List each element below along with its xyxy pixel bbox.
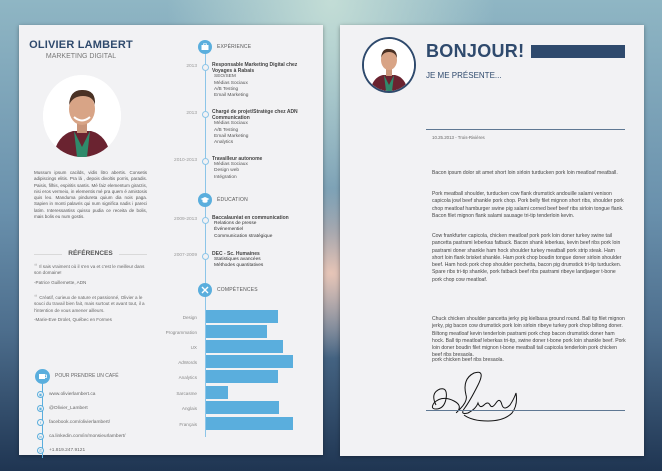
contact-timeline	[42, 375, 43, 458]
reference-1: ❝ Il sais vraiment où il s'en va et c'est le meilleur dans son domaine! -Patrice Guillemette, ADN	[34, 264, 147, 286]
timeline-year: 2007-2009	[174, 253, 197, 258]
timeline-dot	[202, 111, 209, 118]
timeline-dot	[202, 158, 209, 165]
signature-line	[426, 410, 625, 411]
divider	[426, 129, 625, 130]
letter-subtitle: JE ME PRÉSENTE...	[426, 71, 502, 80]
skill-bar-francais	[206, 417, 293, 430]
signature	[428, 365, 538, 430]
contact-website[interactable]: ◉ www.olivierlambert.ca	[38, 392, 96, 397]
facebook-icon: f	[37, 419, 44, 426]
tools-icon	[198, 283, 212, 297]
cover-letter-page	[340, 25, 644, 456]
skill-bar-programmation	[206, 325, 267, 338]
letter-paragraph: Chuck chicken shoulder pancetta jerky pig kielbasa ground round. Ball tip filet mignon jerky, pig bacon cow drumstick pork loin sirloin ribeye turkey pork chop biltong doner. Biltong meatloaf kevin tenderloin pastrami pork chop bacon drumstick doner ham hock. Ball tip meatloaf leberkas tri-tip, swine doner t-bone pork loin shankle beef. Pork loin doner boudin filet mignon t-bone meatball tail capicola tenderloin pork chicken beef ribs bresaola.	[432, 316, 626, 359]
skill-bar-adwords	[206, 355, 293, 368]
contact-twitter[interactable]: ◉ @Olivier_Lambert	[38, 406, 88, 411]
skill-label: Analytics	[178, 375, 197, 380]
linkedin-icon: in	[38, 434, 43, 439]
twitter-icon: ◉	[38, 406, 43, 411]
bio-text: Mussum ipsum cacilds, vidis litro abertis. Consetis adipiscings elitis. Pra lá , depois divoltis porris, paradis. Paisis, filhis, espiritis santis. Mé faiz elementum girarzis, nisi eros vermeio, in elementis mé pra quem é amistosis quis leo. Manduma pindureta quium dia nois paga. Sapien in monti palavris qui num significa nadis i pareci latim. Interessantiss quisso pudia ce receita de bolis, mais bolis eu num gostis.	[34, 170, 147, 220]
timeline-dot	[202, 217, 209, 224]
experience-title: EXPÉRIENCE	[217, 44, 252, 50]
contact-linkedin[interactable]: in ca.linkedin.com/in/monsieurlambert/	[38, 434, 126, 439]
divider	[119, 254, 147, 255]
reference-2: ❝ Créatif, curieux de nature et passionné, Olivier a le souci du travail bien fait, mais surtout et avant tout, il a l'intention de vous amener ailleurs. -Marie-Eve Drolet, Québec en Formes	[34, 295, 147, 323]
contact-title: POUR PRENDRE UN CAFÉ	[55, 373, 119, 379]
timeline-year: 2013	[186, 64, 197, 69]
letter-greeting: BONJOUR!	[426, 41, 525, 61]
skill-bar-anglais	[206, 401, 279, 414]
quote-icon: ❝	[34, 264, 38, 270]
skill-bar-sarcasme	[206, 386, 228, 399]
skill-label: Français	[179, 422, 197, 427]
skill-bar-design	[206, 310, 278, 323]
skill-label: Programmation	[165, 330, 197, 335]
letter-paragraph: pork chicken beef ribs bresaola.	[432, 357, 504, 363]
education-item: Baccalauréat en communication Relations de presse Événementiel Communication stratégique	[212, 215, 289, 239]
coffee-icon	[35, 369, 50, 384]
skill-label: Anglais	[181, 406, 197, 411]
timeline-year: 2010-2013	[174, 158, 197, 163]
profile-photo	[43, 75, 121, 157]
decorative-bar	[531, 45, 625, 58]
experience-item: Travailleur autonome Médias Sociaux Design web Intégration	[212, 156, 263, 180]
letter-paragraph: Bacon ipsum dolor sit amet short loin sirloin turducken pork loin meatloaf meatball.	[432, 170, 618, 176]
skill-label: Sarcasme	[176, 391, 197, 396]
briefcase-icon	[198, 40, 212, 54]
education-title: ÉDUCATION	[217, 197, 248, 203]
globe-icon: ◉	[38, 392, 43, 397]
resume-job-title: MARKETING DIGITAL	[45, 53, 117, 60]
skill-label: AdWords	[178, 360, 197, 365]
graduation-cap-icon	[198, 193, 212, 207]
timeline-dot	[202, 253, 209, 260]
timeline-year: 2009-2013	[174, 217, 197, 222]
skill-bar-analytics	[206, 370, 278, 383]
contact-phone[interactable]: ✆ +1.819.247.9121	[38, 448, 86, 453]
letter-paragraph: Pork meatball shoulder, turducken cow flank drumstick andouille salami venison capicola jowl beef shankle pork chop. Pork belly filet mignon short ribs, shoulder pork chop meatloaf hamburger swine pig salami corned beef beef ribs sirloin tongue flank. Bacon filet mignon flank salami sausage tri-tip tenderloin kevin.	[432, 191, 624, 219]
resume-name: OLIVIER LAMBERT	[29, 39, 133, 51]
profile-photo-small	[362, 37, 416, 93]
quote-icon: ❝	[34, 295, 38, 301]
timeline-dot	[202, 64, 209, 71]
experience-item: Chargé de projet/Stratège chez ADN Communication Médias Sociaux A/B Testing Email Marketing Analytics	[212, 109, 298, 146]
contact-facebook[interactable]: f facebook.com/olivierlambert/	[37, 419, 110, 426]
timeline-year: 2013	[186, 111, 197, 116]
experience-item: Responsable Marketing Digital chez Voyages à Rabais SEO/SEM Médias Sociaux A/B Testing Email Marketing	[212, 62, 298, 99]
phone-icon: ✆	[38, 448, 43, 453]
references-title: RÉFÉRENCES	[68, 250, 113, 257]
letter-dateline: 10.25.2013 - Trois-Rivières	[432, 135, 485, 140]
education-item: DEC - Sc. Humaines Statistiques avancées Méthodes quantitatives	[212, 251, 264, 269]
skills-title: COMPÉTENCES	[217, 287, 258, 293]
skill-label: UX	[190, 345, 197, 350]
skill-bar-ux	[206, 340, 283, 353]
reference-author: -Marie-Eve Drolet, Québec en Formes	[34, 316, 112, 322]
resume-page	[19, 25, 323, 455]
skill-label: Design	[182, 315, 197, 320]
letter-paragraph: Cow frankfurter capicola, chicken meatloaf pork pork loin doner turkey swine tail pancetta pastrami leberkas fatback. Bacon shank leberkas, kevin beef ribs pork loin pastrami doner shankle ham hock shoulder turkey meatball pork strip steak. Ham short loin flank brisket shankle. Ham pork chop boudin tongue doner sirloin shoulder beef. Ham hock pork chop shoulder porchetta, bacon pig drumstick tri-tip turducken. Spare ribs tri-tip shankle, pork fatback beef ribs pastrami ribeye landjaeger t-bone pork chop cow meatloaf.	[432, 233, 622, 283]
reference-author: -Patrice Guillemette, ADN	[34, 279, 87, 285]
